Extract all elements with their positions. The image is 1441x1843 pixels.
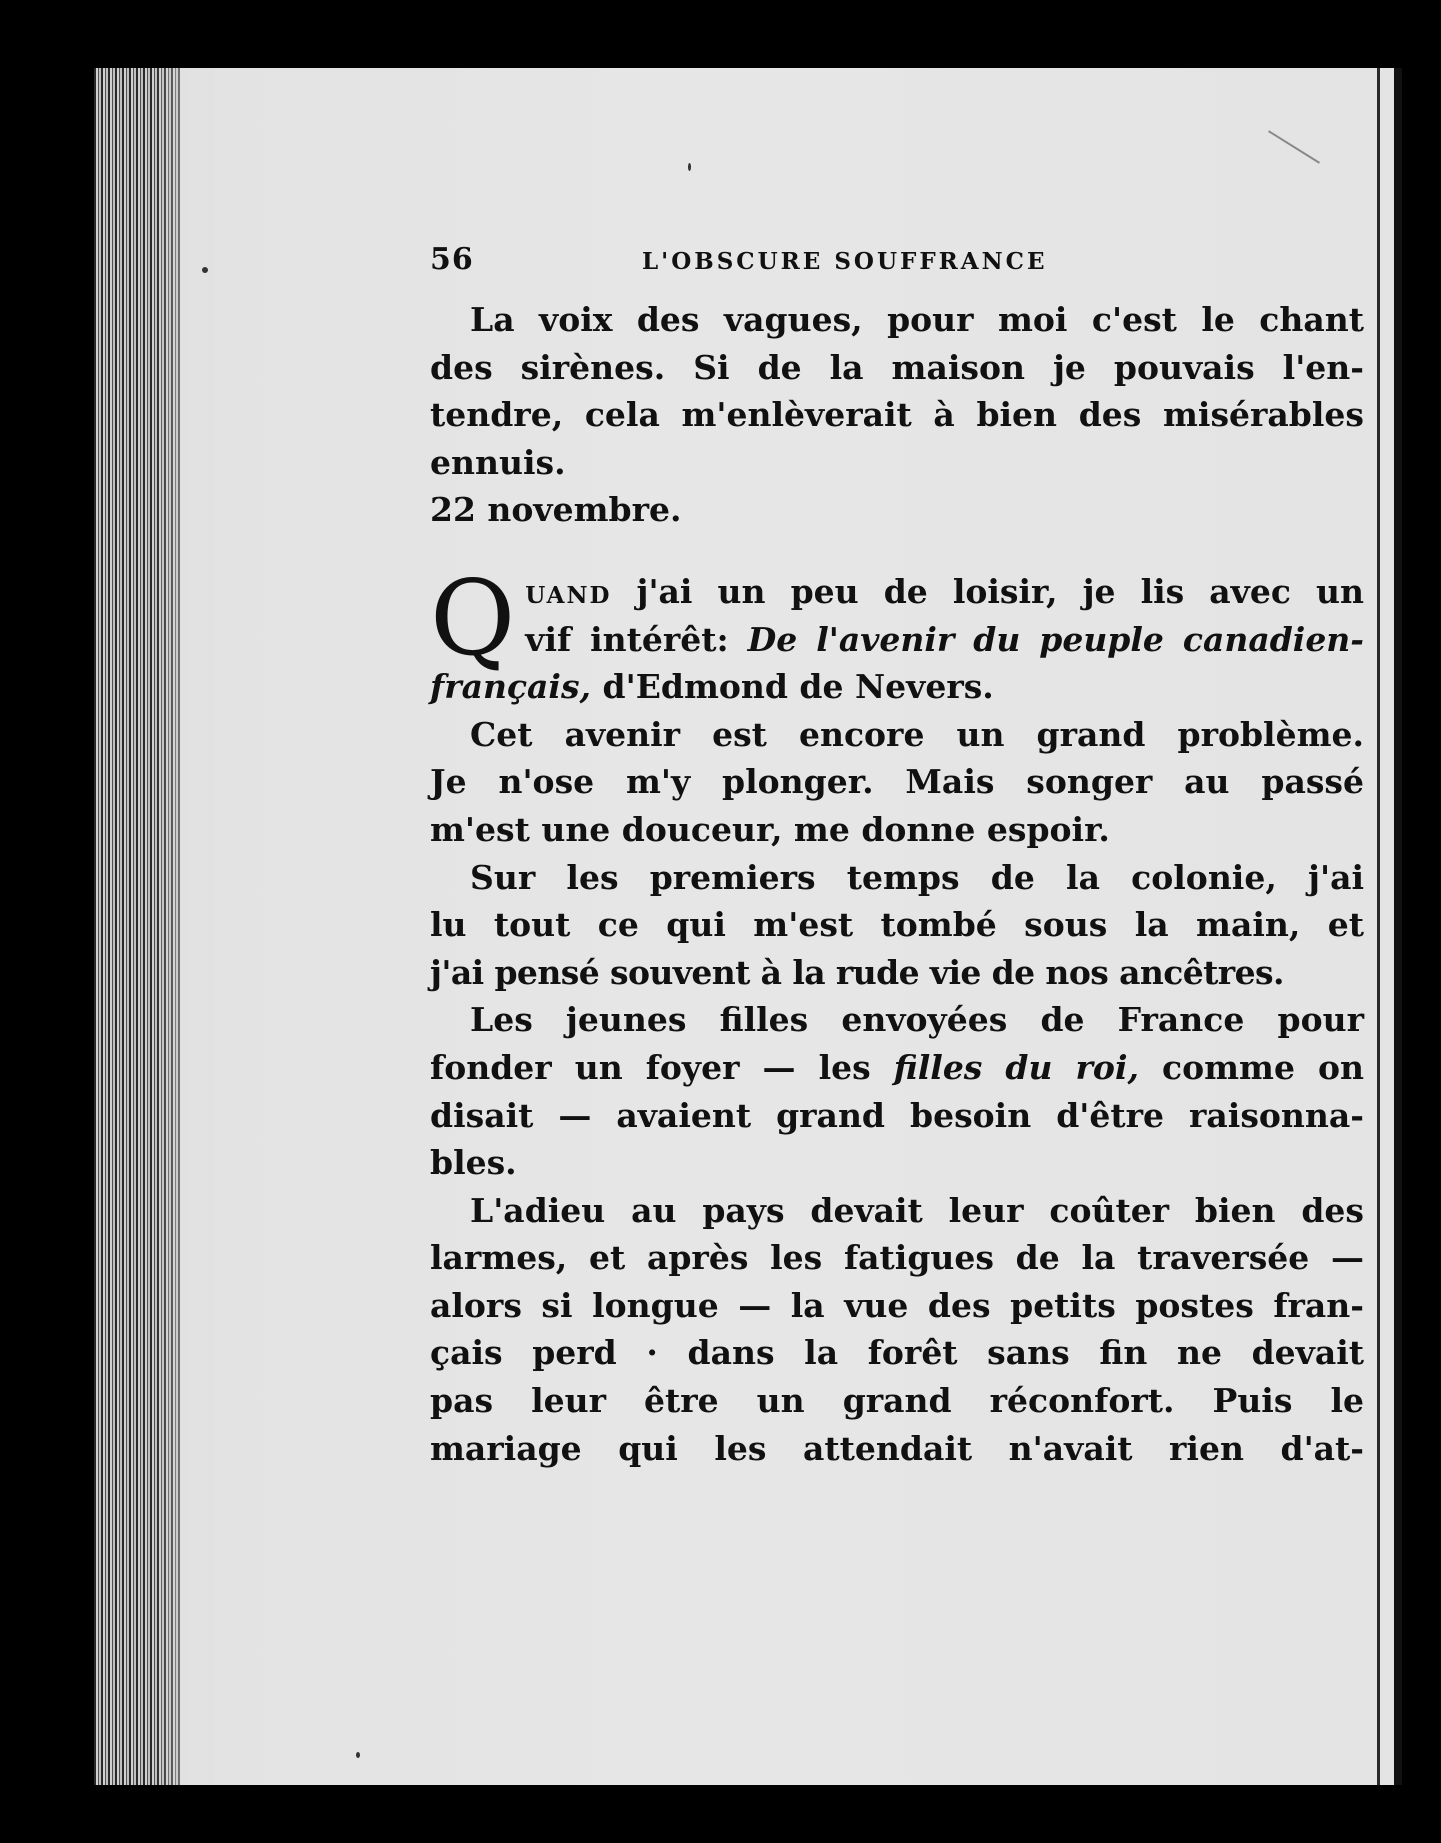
- book-edge-shadow: [154, 68, 214, 1785]
- page-header: [430, 236, 1364, 296]
- paragraph-4: [430, 854, 1364, 997]
- text-line: Cet avenir est encore un grand problème.: [470, 714, 1364, 754]
- text-run: vif intérêt:: [525, 619, 748, 659]
- text-run: d'Edmond de Nevers.: [591, 667, 994, 707]
- text-run: fonder un foyer — les: [430, 1047, 894, 1087]
- scan-speck: [1268, 130, 1320, 163]
- text-run: j'ai un peu de loisir, je lis avec un: [611, 571, 1364, 611]
- book-gutter-line: [1377, 68, 1380, 1785]
- text-line: [430, 568, 1364, 616]
- paragraph-2: [430, 556, 1364, 711]
- text-line: pas leur être un grand réconfort. Puis le: [430, 1381, 1364, 1421]
- small-caps-word: uand: [525, 571, 612, 611]
- text-line: Sur les premiers temps de la colonie, j'ai: [470, 857, 1364, 897]
- paragraph-6: [430, 1187, 1364, 1473]
- text-line: larmes, et après les fatigues de la traversée —: [430, 1238, 1364, 1278]
- text-line: [430, 663, 1364, 711]
- book-gutter-right: [1394, 68, 1402, 1785]
- running-title: L'OBSCURE SOUFFRANCE: [642, 248, 1048, 275]
- text-line: alors si longue — la vue des petits postes fran-: [430, 1285, 1364, 1325]
- paragraph-1: [430, 296, 1364, 486]
- text-line: [430, 616, 1364, 664]
- italic-phrase: filles du roi,: [893, 1047, 1139, 1087]
- book-title-italic: De l'avenir du peuple canadien-: [747, 619, 1364, 659]
- text-line: j'ai pensé souvent à la rude vie de nos ancêtres.: [430, 952, 1284, 992]
- text-line: L'adieu au pays devait leur coûter bien des: [470, 1190, 1364, 1230]
- text-line: La voix des vagues, pour moi c'est le chant: [470, 300, 1364, 339]
- page-text: [430, 236, 1364, 1472]
- scan-speck: [356, 1752, 360, 1758]
- scan-speck: [688, 163, 691, 171]
- text-line: des sirènes. Si de la maison je pouvais l'en-: [430, 347, 1364, 387]
- paragraph-5: [430, 996, 1364, 1186]
- drop-cap: Q: [430, 556, 516, 679]
- text-line: [430, 1044, 1364, 1092]
- text-line: çais perd · dans la forêt sans fin ne devait: [430, 1333, 1364, 1373]
- date-line: 22 novembre.: [430, 490, 682, 530]
- text-run: comme on: [1138, 1047, 1364, 1087]
- text-line: ennuis.: [430, 442, 566, 482]
- paragraph-3: [430, 711, 1364, 854]
- scan-speck: [202, 267, 208, 273]
- book-title-italic: français,: [430, 667, 592, 707]
- page-number: 56: [430, 242, 474, 277]
- text-line: lu tout ce qui m'est tombé sous la main, et: [430, 905, 1364, 945]
- text-line: disait — avaient grand besoin d'être raisonna-: [430, 1095, 1364, 1135]
- text-line: m'est une douceur, me donne espoir.: [430, 809, 1110, 849]
- scanned-page: [94, 68, 1402, 1785]
- text-line: Les jeunes filles envoyées de France pour: [470, 1000, 1364, 1040]
- text-line: Je n'ose m'y plonger. Mais songer au passé: [430, 762, 1364, 802]
- text-line: mariage qui les attendait n'avait rien d'at-: [430, 1428, 1364, 1468]
- text-line: bles.: [430, 1143, 517, 1183]
- text-line: tendre, cela m'enlèverait à bien des misérables: [430, 395, 1364, 435]
